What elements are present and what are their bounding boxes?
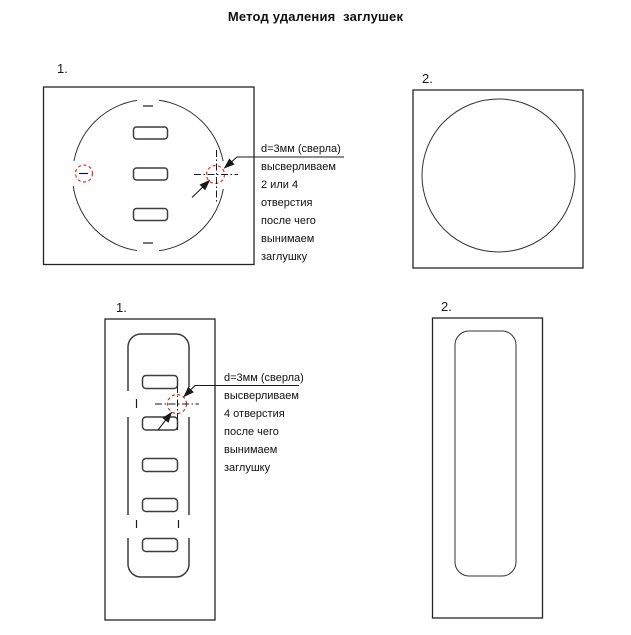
- figure-label-1-top: 1.: [57, 61, 68, 76]
- panel-outline: [433, 318, 543, 618]
- annotation-line: вынимаем: [261, 233, 315, 245]
- drill-note-bottom: [224, 369, 304, 477]
- annotation-line: высверливаем: [224, 390, 299, 402]
- panel-outline: [413, 90, 583, 268]
- figure-label-1-bottom: 1.: [116, 300, 127, 315]
- annotation-line: 2 или 4: [261, 179, 299, 191]
- slot: [143, 376, 178, 389]
- pointer-arrow: [158, 413, 172, 431]
- panel-outline: [105, 319, 215, 620]
- slot: [134, 209, 168, 221]
- slot: [134, 168, 168, 180]
- plug-circle-outline: [422, 99, 575, 252]
- annotation-line: после чего: [224, 426, 279, 438]
- slot: [143, 539, 178, 552]
- annotation-line: d=3мм (сверла): [224, 372, 304, 384]
- plug-outline: [455, 331, 516, 576]
- page-title: Метод удаления заглушек: [227, 9, 404, 24]
- annotation-line: 4 отверстия: [224, 408, 285, 420]
- drawing-rect-plug-removed: [433, 318, 543, 618]
- annotation-line: после чего: [261, 215, 316, 227]
- figure-label-2-top: 2.: [422, 71, 433, 86]
- drawing-round-plug-removed: [413, 90, 583, 268]
- annotation-line: заглушку: [261, 251, 308, 263]
- drill-note-top: [261, 140, 341, 266]
- annotation-line: высверливаем: [261, 161, 336, 173]
- slot: [143, 499, 178, 512]
- annotation-line: вынимаем: [224, 444, 278, 456]
- plug-outline: [128, 334, 189, 577]
- plug-circle-outline: [73, 100, 225, 252]
- slot: [143, 459, 178, 472]
- annotation-line: заглушку: [224, 462, 271, 474]
- annotation-line: d=3мм (сверла): [261, 143, 341, 155]
- slot: [134, 127, 168, 139]
- annotation-line: отверстия: [261, 197, 313, 209]
- figure-label-2-bottom: 2.: [441, 299, 452, 314]
